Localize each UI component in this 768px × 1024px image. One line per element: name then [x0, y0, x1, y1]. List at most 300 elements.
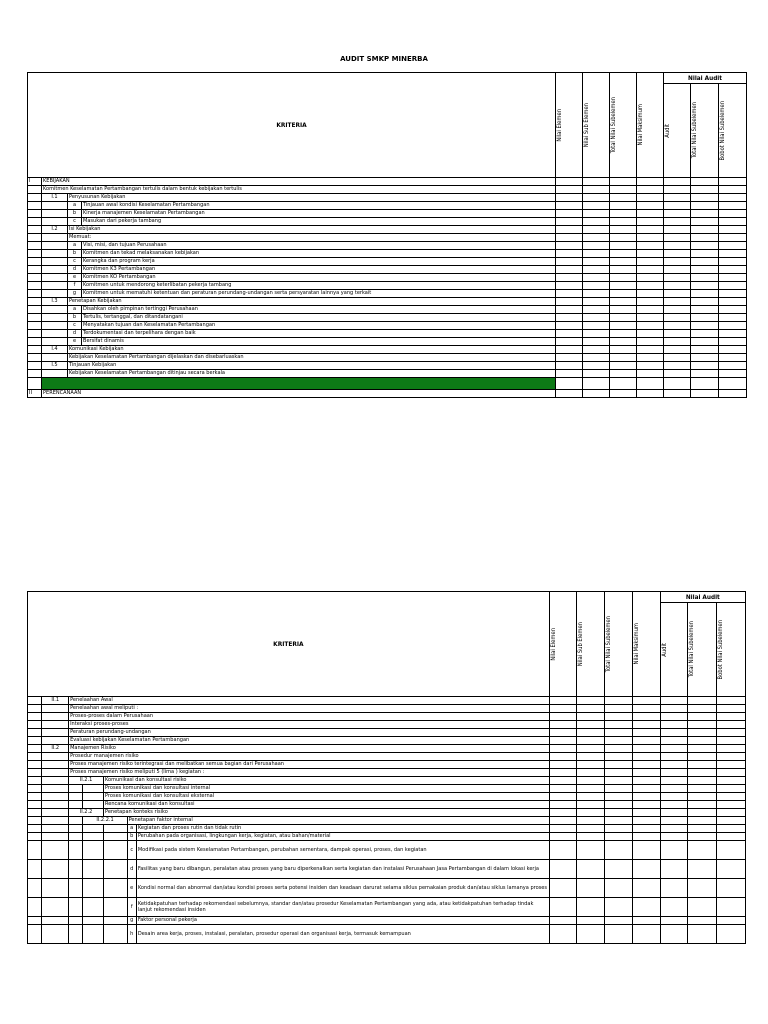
table-row	[28, 322, 747, 330]
empty-cell	[42, 825, 69, 833]
empty-cell	[605, 917, 633, 925]
nilai-audit-header: Nilai Audit	[664, 73, 747, 84]
empty-cell	[549, 793, 577, 801]
empty-cell	[577, 825, 605, 833]
empty-cell	[688, 753, 717, 761]
empty-cell	[605, 753, 633, 761]
table-row	[28, 266, 747, 274]
empty-cell	[69, 860, 83, 879]
table-cell: d	[68, 266, 82, 274]
table-cell: a	[68, 242, 82, 250]
empty-cell	[549, 801, 577, 809]
table-cell: I.3	[42, 298, 68, 306]
empty-cell	[583, 186, 610, 194]
empty-cell	[691, 314, 719, 322]
empty-cell	[103, 825, 127, 833]
empty-cell	[83, 860, 104, 879]
empty-cell	[42, 809, 69, 817]
empty-cell	[691, 258, 719, 266]
empty-cell	[549, 841, 577, 860]
empty-cell	[610, 322, 637, 330]
empty-cell	[42, 282, 68, 290]
empty-cell	[103, 898, 127, 917]
empty-cell	[103, 841, 127, 860]
empty-cell	[610, 242, 637, 250]
empty-cell	[583, 178, 610, 186]
empty-cell	[605, 841, 633, 860]
empty-cell	[577, 801, 605, 809]
table-row	[28, 785, 746, 793]
table-cell: Visi, misi, dan tujuan Perusahaan	[82, 242, 556, 250]
empty-cell	[28, 713, 42, 721]
empty-cell	[583, 322, 610, 330]
table-row	[28, 697, 746, 705]
empty-cell	[691, 202, 719, 210]
empty-cell	[691, 218, 719, 226]
empty-cell	[717, 793, 746, 801]
empty-cell	[69, 917, 83, 925]
empty-cell	[717, 777, 746, 785]
empty-cell	[664, 346, 691, 354]
empty-cell	[688, 761, 717, 769]
empty-cell	[549, 777, 577, 785]
empty-cell	[605, 898, 633, 917]
empty-cell	[632, 777, 660, 785]
empty-cell	[717, 825, 746, 833]
empty-cell	[583, 218, 610, 226]
empty-cell	[42, 761, 69, 769]
table-cell: Penelaahan Awal	[69, 697, 550, 705]
empty-cell	[632, 801, 660, 809]
empty-cell	[549, 729, 577, 737]
empty-cell	[719, 346, 747, 354]
empty-cell	[69, 841, 83, 860]
empty-cell	[688, 925, 717, 944]
table-row	[28, 879, 746, 898]
empty-cell	[660, 879, 688, 898]
empty-cell	[660, 801, 688, 809]
empty-cell	[688, 879, 717, 898]
table-row	[28, 298, 747, 306]
empty-cell	[577, 777, 605, 785]
empty-cell	[28, 226, 42, 234]
empty-cell	[637, 210, 664, 218]
empty-cell	[610, 226, 637, 234]
empty-cell	[717, 737, 746, 745]
empty-cell	[28, 841, 42, 860]
empty-cell	[691, 274, 719, 282]
table-cell: Komitmen untuk mendorong keterlibatan pekerja tambang	[82, 282, 556, 290]
empty-cell	[42, 378, 556, 390]
empty-cell	[42, 841, 69, 860]
empty-cell	[556, 390, 583, 398]
empty-cell	[660, 713, 688, 721]
empty-cell	[583, 282, 610, 290]
table-row	[28, 210, 747, 218]
empty-cell	[664, 210, 691, 218]
empty-cell	[556, 306, 583, 314]
empty-cell	[691, 290, 719, 298]
empty-cell	[664, 258, 691, 266]
table-cell: Kebijakan Keselamatan Pertambangan ditinjau secara berkala	[68, 370, 556, 378]
table-row	[28, 346, 747, 354]
empty-cell	[577, 721, 605, 729]
empty-cell	[719, 210, 747, 218]
empty-cell	[28, 306, 42, 314]
empty-cell	[688, 801, 717, 809]
empty-cell	[691, 346, 719, 354]
empty-cell	[556, 186, 583, 194]
empty-cell	[42, 202, 68, 210]
total-nilai-subelemen-header	[605, 592, 633, 697]
empty-cell	[632, 705, 660, 713]
empty-cell	[660, 737, 688, 745]
empty-cell	[637, 250, 664, 258]
criteria-table	[27, 72, 747, 398]
empty-cell	[577, 761, 605, 769]
empty-cell	[632, 793, 660, 801]
table-row	[28, 801, 746, 809]
table-cell: Proses manajemen risiko terintegrasi dan melibatkan semua bagian dari Perusahaan	[69, 761, 550, 769]
empty-cell	[632, 713, 660, 721]
empty-cell	[664, 314, 691, 322]
empty-cell	[605, 777, 633, 785]
column-header-label: Audit	[661, 642, 668, 657]
empty-cell	[688, 697, 717, 705]
empty-cell	[28, 242, 42, 250]
empty-cell	[637, 234, 664, 242]
empty-cell	[605, 769, 633, 777]
empty-cell	[28, 378, 42, 390]
empty-cell	[660, 841, 688, 860]
empty-cell	[719, 306, 747, 314]
empty-cell	[637, 330, 664, 338]
table-row	[28, 860, 746, 879]
table-row	[28, 745, 746, 753]
empty-cell	[664, 370, 691, 378]
empty-cell	[28, 282, 42, 290]
table-row	[28, 833, 746, 841]
empty-cell	[605, 729, 633, 737]
empty-cell	[632, 860, 660, 879]
empty-cell	[660, 697, 688, 705]
column-header-label: Total Nilai Subelemen	[611, 96, 618, 154]
table-cell: I	[28, 178, 42, 186]
empty-cell	[556, 210, 583, 218]
empty-cell	[42, 266, 68, 274]
empty-cell	[688, 860, 717, 879]
empty-cell	[719, 186, 747, 194]
empty-cell	[637, 266, 664, 274]
empty-cell	[610, 338, 637, 346]
table-cell: Kerangka dan program kerja	[82, 258, 556, 266]
table-cell: Komitmen Keselamatan Pertambangan tertulis dalam bentuk kebijakan tertulis	[42, 186, 556, 194]
empty-cell	[717, 721, 746, 729]
table-row	[28, 306, 747, 314]
table-row	[28, 314, 747, 322]
table-cell: I.1	[42, 194, 68, 202]
empty-cell	[664, 178, 691, 186]
empty-cell	[660, 777, 688, 785]
empty-cell	[664, 362, 691, 370]
empty-cell	[719, 258, 747, 266]
table-cell: c	[68, 322, 82, 330]
empty-cell	[660, 761, 688, 769]
table-cell: e	[68, 274, 82, 282]
empty-cell	[717, 860, 746, 879]
empty-cell	[549, 721, 577, 729]
empty-cell	[632, 721, 660, 729]
table-row	[28, 777, 746, 785]
column-header-label: Nilai Elemen	[550, 627, 557, 661]
empty-cell	[688, 721, 717, 729]
empty-cell	[664, 298, 691, 306]
empty-cell	[28, 745, 42, 753]
table-cell: d	[68, 330, 82, 338]
empty-cell	[691, 266, 719, 274]
empty-cell	[556, 362, 583, 370]
table-row	[28, 370, 747, 378]
empty-cell	[691, 194, 719, 202]
empty-cell	[719, 338, 747, 346]
empty-cell	[556, 178, 583, 186]
empty-cell	[610, 250, 637, 258]
empty-cell	[637, 338, 664, 346]
empty-cell	[28, 761, 42, 769]
table-cell: b	[68, 250, 82, 258]
empty-cell	[717, 801, 746, 809]
empty-cell	[556, 226, 583, 234]
table-row	[28, 769, 746, 777]
table-row	[28, 761, 746, 769]
table-row	[28, 290, 747, 298]
empty-cell	[717, 761, 746, 769]
empty-cell	[688, 898, 717, 917]
table-row	[28, 274, 747, 282]
empty-cell	[691, 362, 719, 370]
empty-cell	[664, 330, 691, 338]
empty-cell	[83, 793, 104, 801]
empty-cell	[583, 390, 610, 398]
empty-cell	[632, 917, 660, 925]
empty-cell	[664, 202, 691, 210]
empty-cell	[549, 860, 577, 879]
empty-cell	[549, 745, 577, 753]
kriteria-header: KRITERIA	[28, 592, 550, 697]
empty-cell	[610, 266, 637, 274]
table-row	[28, 390, 747, 398]
empty-cell	[28, 290, 42, 298]
empty-cell	[583, 330, 610, 338]
empty-cell	[28, 729, 42, 737]
empty-cell	[637, 370, 664, 378]
empty-cell	[660, 817, 688, 825]
empty-cell	[583, 202, 610, 210]
table-cell: Prosedur manajemen risiko	[69, 753, 550, 761]
empty-cell	[42, 330, 68, 338]
empty-cell	[632, 745, 660, 753]
empty-cell	[549, 825, 577, 833]
empty-cell	[637, 314, 664, 322]
empty-cell	[69, 793, 83, 801]
table-row	[28, 917, 746, 925]
empty-cell	[42, 274, 68, 282]
empty-cell	[610, 218, 637, 226]
bobot-nilai-subelemen-header	[717, 603, 746, 697]
nilai-elemen-header	[549, 592, 577, 697]
table-cell: h	[127, 925, 136, 944]
empty-cell	[42, 306, 68, 314]
empty-cell	[583, 250, 610, 258]
empty-cell	[69, 801, 83, 809]
empty-cell	[632, 785, 660, 793]
table-cell: d	[127, 860, 136, 879]
empty-cell	[688, 833, 717, 841]
empty-cell	[577, 898, 605, 917]
empty-cell	[556, 194, 583, 202]
empty-cell	[69, 925, 83, 944]
empty-cell	[610, 330, 637, 338]
column-header-label: Nilai Elemen	[557, 108, 564, 142]
empty-cell	[549, 697, 577, 705]
nilai-maksimum-header	[637, 73, 664, 178]
table-row	[28, 202, 747, 210]
empty-cell	[42, 234, 68, 242]
table-cell: a	[68, 306, 82, 314]
table-cell: II.2.2	[69, 809, 104, 817]
table-row	[28, 817, 746, 825]
empty-cell	[664, 354, 691, 362]
empty-cell	[549, 753, 577, 761]
column-header-label: Nilai Maksimum	[638, 104, 645, 146]
empty-cell	[42, 898, 69, 917]
empty-cell	[69, 898, 83, 917]
empty-cell	[28, 879, 42, 898]
total-nilai-subelemen-audit-header	[688, 603, 717, 697]
table-row	[28, 729, 746, 737]
empty-cell	[610, 234, 637, 242]
empty-cell	[577, 753, 605, 761]
table-cell: Tinjauan Kebijakan	[68, 362, 556, 370]
empty-cell	[691, 330, 719, 338]
empty-cell	[28, 721, 42, 729]
table-cell: Disahkan oleh pimpinan tertinggi Perusahaan	[82, 306, 556, 314]
empty-cell	[660, 809, 688, 817]
table-cell: Proses komunikasi dan konsultasi internal	[103, 785, 549, 793]
audit-header	[660, 603, 688, 697]
table-cell: Interaksi proses-proses	[69, 721, 550, 729]
empty-cell	[688, 705, 717, 713]
empty-cell	[577, 879, 605, 898]
document-title: AUDIT SMKP MINERBA	[340, 55, 428, 63]
empty-cell	[719, 362, 747, 370]
empty-cell	[719, 354, 747, 362]
empty-cell	[583, 338, 610, 346]
empty-cell	[610, 282, 637, 290]
section-perencanaan: PERENCANAAN	[42, 390, 556, 398]
empty-cell	[42, 833, 69, 841]
empty-cell	[42, 817, 69, 825]
empty-cell	[664, 390, 691, 398]
empty-cell	[28, 314, 42, 322]
table-cell: Proses manajemen risiko meliputi 5 (lima ) kegiatan :	[69, 769, 550, 777]
empty-cell	[719, 242, 747, 250]
empty-cell	[610, 298, 637, 306]
empty-cell	[605, 817, 633, 825]
table-cell: e	[68, 338, 82, 346]
table-cell: Peraturan perundang-undangan	[69, 729, 550, 737]
empty-cell	[688, 817, 717, 825]
table-cell: Komitmen dan tekad melaksanakan kebijakan	[82, 250, 556, 258]
empty-cell	[103, 925, 127, 944]
table-row	[28, 330, 747, 338]
table-cell: Perubahan pada organisasi, lingkungan kerja, kegiatan, atau bahan/material	[136, 833, 549, 841]
empty-cell	[610, 390, 637, 398]
empty-cell	[549, 898, 577, 917]
empty-cell	[660, 729, 688, 737]
empty-cell	[577, 925, 605, 944]
empty-cell	[664, 186, 691, 194]
empty-cell	[28, 346, 42, 354]
empty-cell	[577, 793, 605, 801]
empty-cell	[632, 809, 660, 817]
column-header-label: Nilai Sub Elemen	[584, 102, 591, 148]
empty-cell	[42, 721, 69, 729]
column-header-label: Nilai Sub Elemen	[578, 621, 585, 667]
empty-cell	[688, 785, 717, 793]
empty-cell	[632, 737, 660, 745]
empty-cell	[688, 769, 717, 777]
table-cell: Menyatakan tujuan dan Keselamatan Pertambangan	[82, 322, 556, 330]
empty-cell	[717, 898, 746, 917]
empty-cell	[28, 769, 42, 777]
table-row	[28, 234, 747, 242]
table-cell: Kegiatan dan proses rutin dan tidak rutin	[136, 825, 549, 833]
empty-cell	[549, 761, 577, 769]
empty-cell	[637, 322, 664, 330]
empty-cell	[664, 338, 691, 346]
empty-cell	[583, 362, 610, 370]
empty-cell	[28, 298, 42, 306]
column-header-label: Bobot Nilai Subelemen	[718, 619, 725, 680]
empty-cell	[691, 322, 719, 330]
empty-cell	[719, 234, 747, 242]
empty-cell	[605, 825, 633, 833]
table-cell: Proses komunikasi dan konsultasi eksternal	[103, 793, 549, 801]
empty-cell	[691, 282, 719, 290]
empty-cell	[583, 226, 610, 234]
table-cell: Kebijakan Keselamatan Pertambangan dijelaskan dan disebarluaskan	[68, 354, 556, 362]
empty-cell	[664, 378, 691, 390]
empty-cell	[556, 282, 583, 290]
empty-cell	[556, 258, 583, 266]
empty-cell	[103, 917, 127, 925]
empty-cell	[28, 801, 42, 809]
empty-cell	[83, 879, 104, 898]
empty-cell	[664, 306, 691, 314]
total-nilai-subelemen-header	[610, 73, 637, 178]
empty-cell	[42, 860, 69, 879]
empty-cell	[42, 250, 68, 258]
empty-cell	[42, 801, 69, 809]
table-cell: Desain area kerja, proses, instalasi, peralatan, prosedur operasi dan organisasi kerja, termasuk kemampuan	[136, 925, 549, 944]
empty-cell	[637, 242, 664, 250]
table-cell: Evaluasi kebijakan Keselamatan Pertambangan	[69, 737, 550, 745]
empty-cell	[549, 769, 577, 777]
table-cell: e	[127, 879, 136, 898]
table-row	[28, 218, 747, 226]
empty-cell	[688, 841, 717, 860]
